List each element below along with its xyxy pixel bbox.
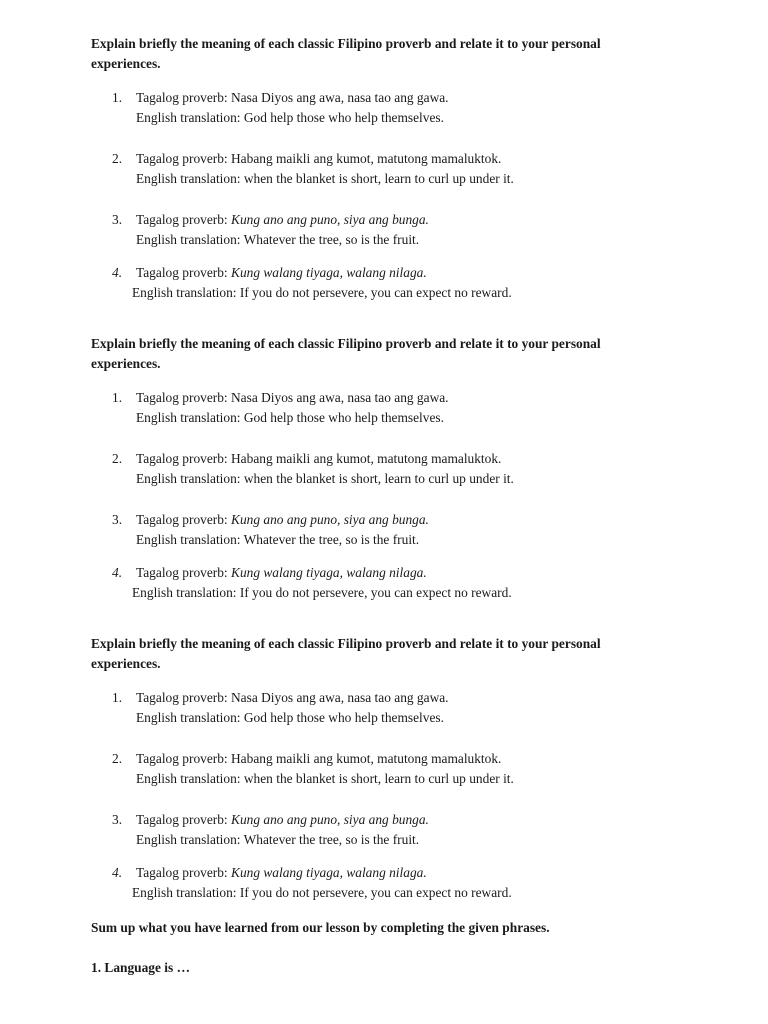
english-line: English translation: when the blanket is short, learn to curl up under it. [136, 471, 514, 486]
tagalog-line: Tagalog proverb: Habang maikli ang kumot, matutong mamaluktok. [136, 751, 502, 766]
tagalog-line: Tagalog proverb: Kung ano ang puno, siya ang bunga. [136, 812, 429, 827]
tagalog-line: Tagalog proverb: Habang maikli ang kumot, matutong mamaluktok. [136, 151, 502, 166]
item-number: 4. [112, 565, 123, 580]
proverb-section-3 [91, 634, 691, 900]
tagalog-line: Tagalog proverb: Nasa Diyos ang awa, nasa tao ang gawa. [136, 690, 449, 705]
tagalog-line: Tagalog proverb: Nasa Diyos ang awa, nasa tao ang gawa. [136, 390, 449, 405]
item-number: 3. [112, 212, 123, 227]
item-number: 1. [112, 690, 123, 705]
item-number: 1. [112, 390, 123, 405]
item-number: 4. [112, 265, 123, 280]
section-heading: Explain briefly the meaning of each classic Filipino proverb and relate it to your personal experiences. [91, 336, 601, 371]
item-number: 3. [112, 812, 123, 827]
english-line: English translation: Whatever the tree, so is the fruit. [136, 532, 420, 547]
english-line: English translation: If you do not persevere, you can expect no reward. [132, 285, 512, 300]
tagalog-line: Tagalog proverb: Kung walang tiyaga, walang nilaga. [136, 565, 427, 580]
tagalog-line: Tagalog proverb: Nasa Diyos ang awa, nasa tao ang gawa. [136, 90, 449, 105]
section-heading: Explain briefly the meaning of each classic Filipino proverb and relate it to your personal experiences. [91, 36, 601, 71]
english-line: English translation: Whatever the tree, so is the fruit. [136, 232, 420, 247]
proverb-section-1 [91, 34, 691, 300]
tagalog-line: Tagalog proverb: Kung walang tiyaga, walang nilaga. [136, 865, 427, 880]
english-line: English translation: God help those who help themselves. [136, 710, 444, 725]
tagalog-line: Tagalog proverb: Kung ano ang puno, siya ang bunga. [136, 212, 429, 227]
english-line: English translation: Whatever the tree, so is the fruit. [136, 832, 420, 847]
section-heading: Explain briefly the meaning of each classic Filipino proverb and relate it to your personal experiences. [91, 636, 601, 671]
item-number: 4. [112, 865, 123, 880]
tagalog-line: Tagalog proverb: Kung ano ang puno, siya ang bunga. [136, 512, 429, 527]
english-line: English translation: God help those who help themselves. [136, 410, 444, 425]
proverb-section-2 [91, 334, 691, 600]
english-line: English translation: God help those who help themselves. [136, 110, 444, 125]
item-number: 1. [112, 90, 123, 105]
english-line: English translation: when the blanket is short, learn to curl up under it. [136, 171, 514, 186]
item-number: 2. [112, 151, 123, 166]
summary-phrase-1: 1. Language is … [91, 960, 190, 975]
tagalog-line: Tagalog proverb: Habang maikli ang kumot, matutong mamaluktok. [136, 451, 502, 466]
item-number: 2. [112, 451, 123, 466]
english-line: English translation: If you do not persevere, you can expect no reward. [132, 885, 512, 900]
tagalog-line: Tagalog proverb: Kung walang tiyaga, walang nilaga. [136, 265, 427, 280]
english-line: English translation: when the blanket is short, learn to curl up under it. [136, 771, 514, 786]
item-number: 2. [112, 751, 123, 766]
english-line: English translation: If you do not persevere, you can expect no reward. [132, 585, 512, 600]
item-number: 3. [112, 512, 123, 527]
summary-instruction: Sum up what you have learned from our lesson by completing the given phrases. [91, 920, 550, 935]
